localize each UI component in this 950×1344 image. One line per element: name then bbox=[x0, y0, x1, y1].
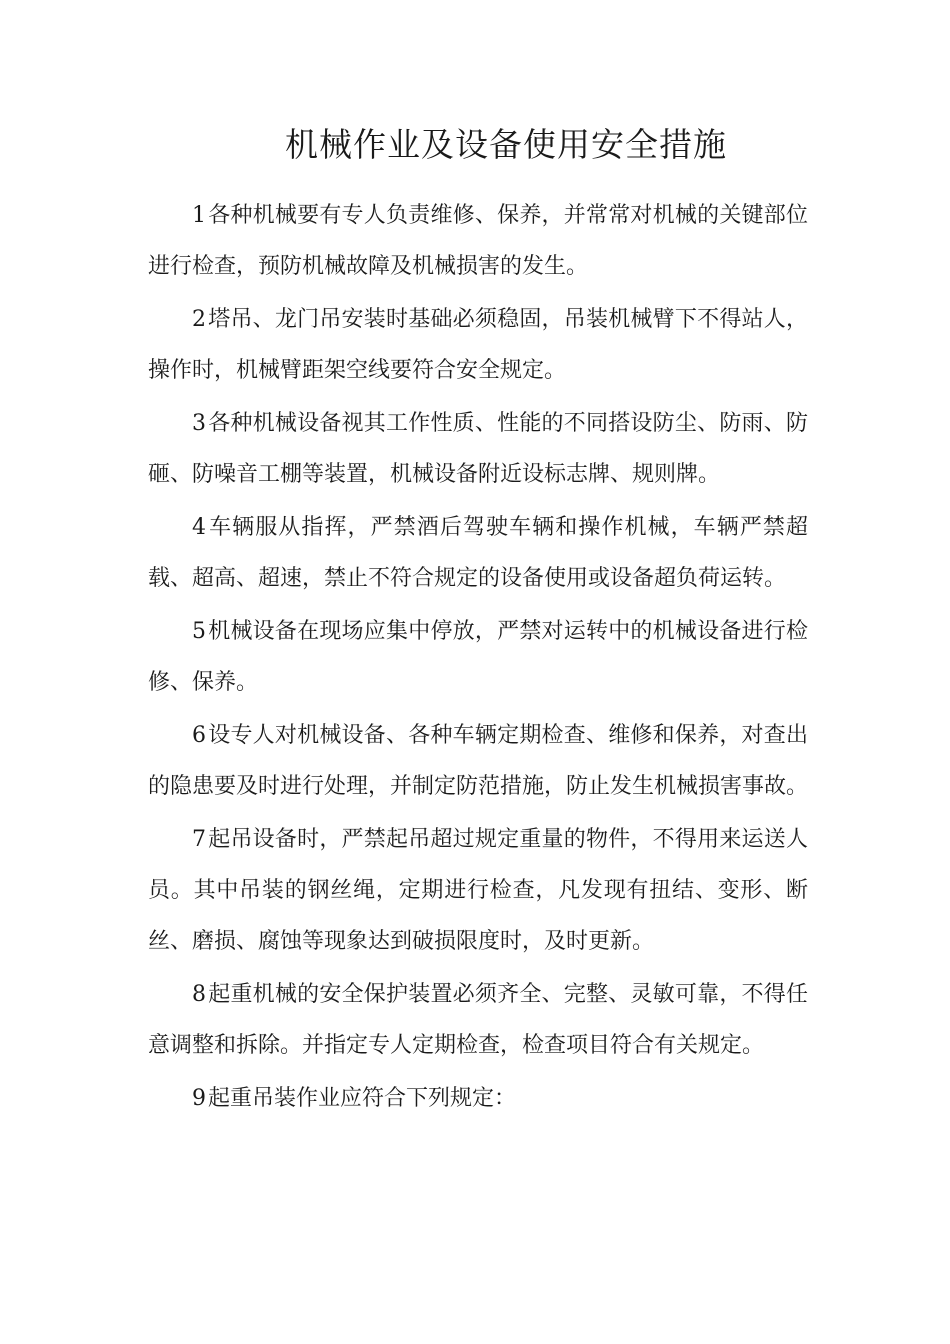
paragraph-4 bbox=[148, 502, 808, 604]
paragraph-3 bbox=[148, 398, 808, 500]
paragraph-number: 4 bbox=[192, 515, 206, 540]
paragraph-number: 6 bbox=[192, 723, 206, 748]
paragraph-8 bbox=[148, 969, 808, 1071]
paragraph-number: 5 bbox=[192, 619, 206, 644]
paragraph-number: 8 bbox=[192, 982, 206, 1007]
document-title: 机械作业及设备使用安全措施 bbox=[285, 125, 727, 164]
paragraph-6 bbox=[148, 710, 808, 812]
paragraph-number: 2 bbox=[192, 307, 206, 332]
paragraph-text: 起重吊装作业应符合下列规定： bbox=[208, 1086, 517, 1111]
paragraph-number: 9 bbox=[192, 1086, 206, 1111]
paragraph-7 bbox=[148, 814, 808, 967]
document-body bbox=[148, 190, 808, 1126]
paragraph-text: 机械设备在现场应集中停放，严禁对运转中的机械设备进行检修、保养。 bbox=[148, 619, 808, 695]
paragraph-number: 3 bbox=[192, 411, 206, 436]
paragraph-number: 7 bbox=[192, 827, 206, 852]
paragraph-5 bbox=[148, 606, 808, 708]
paragraph-text: 各种机械要有专人负责维修、保养，并常常对机械的关键部位进行检查，预防机械故障及机械损害的发生。 bbox=[148, 203, 808, 279]
paragraph-2 bbox=[148, 294, 808, 396]
paragraph-text: 起重机械的安全保护装置必须齐全、完整、灵敏可靠，不得任意调整和拆除。并指定专人定期检查，检查项目符合有关规定。 bbox=[148, 982, 808, 1058]
paragraph-text: 设专人对机械设备、各种车辆定期检查、维修和保养，对查出的隐患要及时进行处理，并制定防范措施，防止发生机械损害事故。 bbox=[148, 723, 809, 799]
paragraph-text: 塔吊、龙门吊安装时基础必须稳固，吊装机械臂下不得站人，操作时，机械臂距架空线要符合安全规定。 bbox=[148, 307, 808, 383]
paragraph-1 bbox=[148, 190, 808, 292]
paragraph-text: 各种机械设备视其工作性质、性能的不同搭设防尘、防雨、防砸、防噪音工棚等装置，机械设备附近设标志牌、规则牌。 bbox=[148, 411, 808, 487]
paragraph-text: 车辆服从指挥，严禁酒后驾驶车辆和操作机械，车辆严禁超载、超高、超速，禁止不符合规定的设备使用或设备超负荷运转。 bbox=[148, 515, 808, 591]
paragraph-number: 1 bbox=[192, 203, 206, 228]
paragraph-text: 起吊设备时，严禁起吊超过规定重量的物件，不得用来运送人员。其中吊装的钢丝绳，定期进行检查，凡发现有扭结、变形、断丝、磨损、腐蚀等现象达到破损限度时，及时更新。 bbox=[148, 827, 808, 954]
paragraph-9 bbox=[148, 1073, 808, 1124]
